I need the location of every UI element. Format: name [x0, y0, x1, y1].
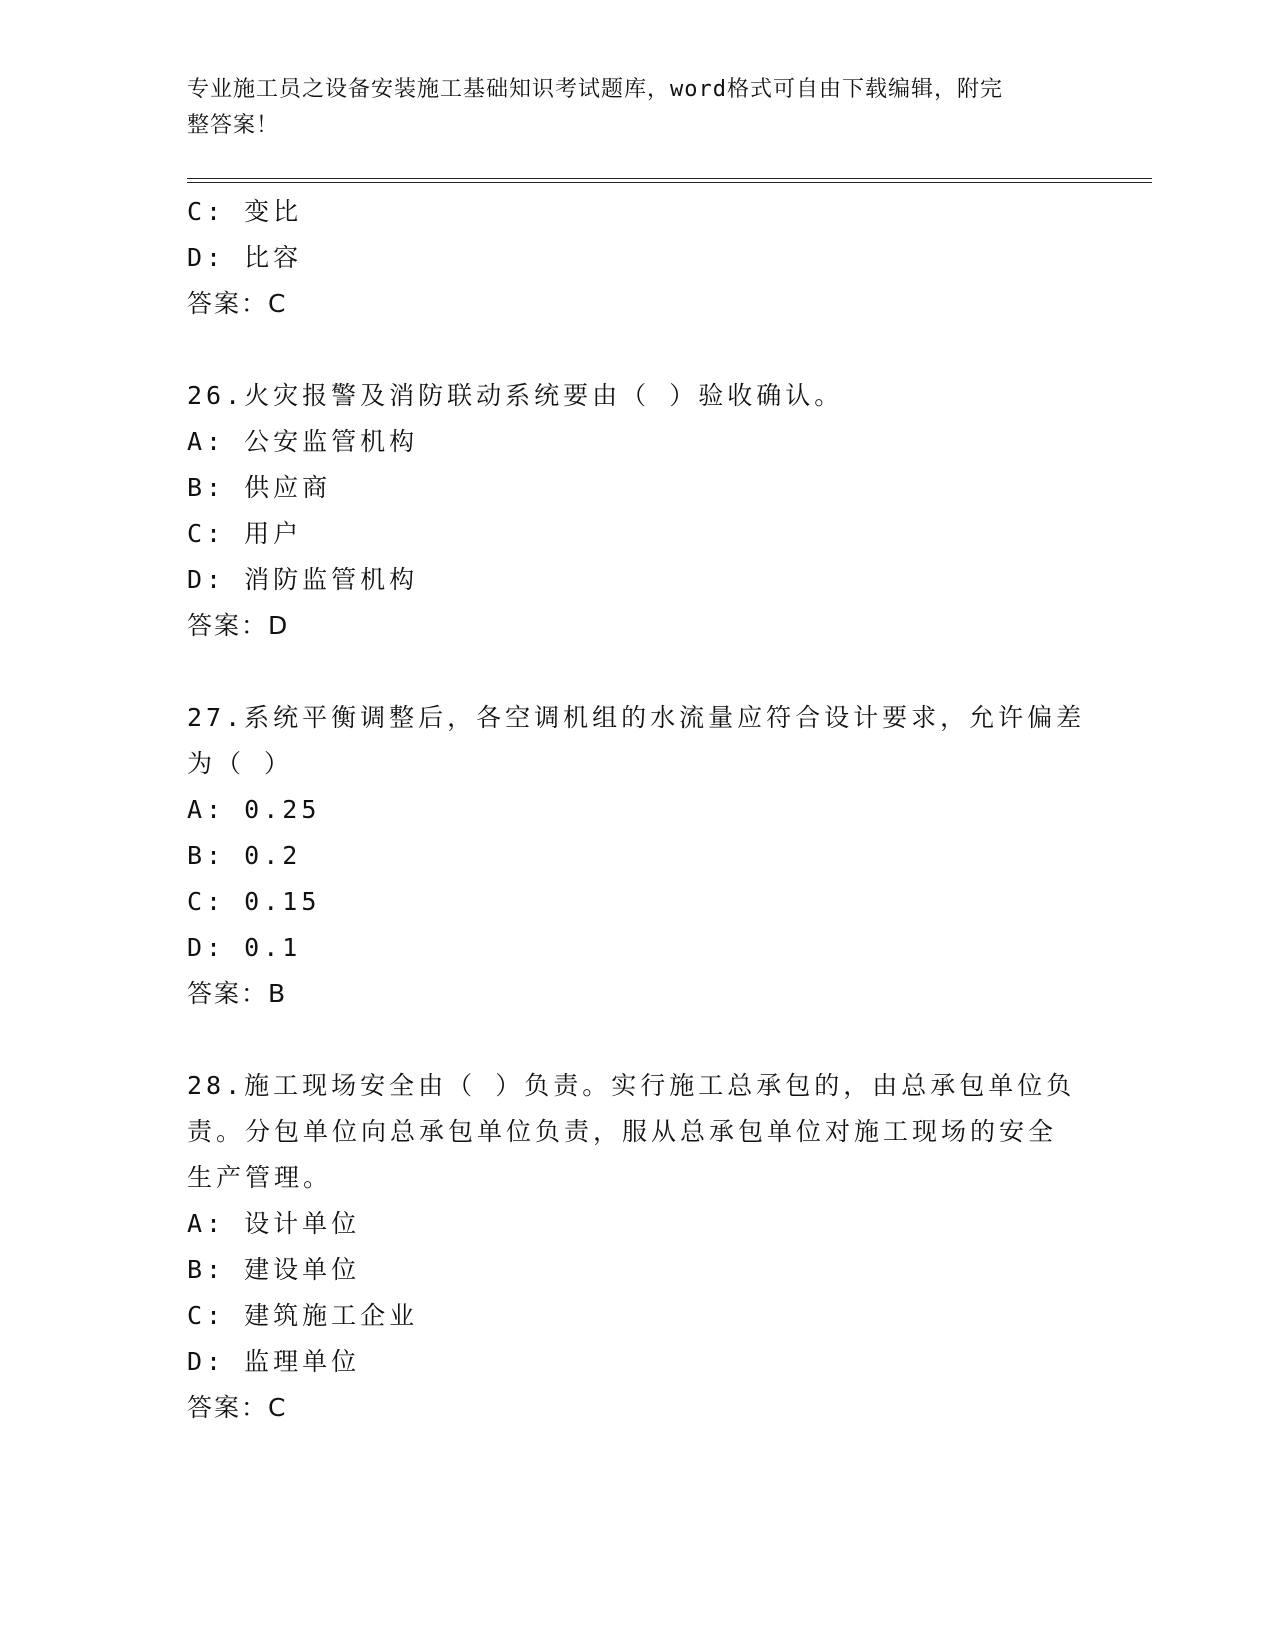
document-header: [187, 72, 1067, 144]
question-text-cont: 责。分包单位向总承包单位负责，服从总承包单位对施工现场的安全: [187, 1117, 1058, 1146]
option-b: B: 供应商: [187, 473, 332, 502]
question-28: [187, 1063, 1087, 1431]
question-27: [187, 695, 1087, 1017]
question-text-cont: 生产管理。: [187, 1163, 333, 1192]
question-text: 28.施工现场安全由（ ）负责。实行施工总承包的，由总承包单位负: [187, 1071, 1076, 1100]
answer-line: 答案：B: [187, 979, 288, 1008]
option-b: B: 建设单位: [187, 1255, 361, 1284]
option-b: B: 0.2: [187, 841, 302, 870]
header-divider-bottom: [187, 182, 1152, 183]
option-d: D: 消防监管机构: [187, 565, 419, 594]
question-text: 27.系统平衡调整后，各空调机组的水流量应符合设计要求，允许偏差: [187, 703, 1086, 732]
question-list: [187, 189, 1087, 1431]
header-line-1: 专业施工员之设备安装施工基础知识考试题库，word格式可自由下载编辑，附完: [187, 77, 1003, 102]
option-a: A: 0.25: [187, 795, 321, 824]
option-a: A: 公安监管机构: [187, 427, 419, 456]
option-c: C: 变比: [187, 197, 303, 226]
option-d: D: 比容: [187, 243, 303, 272]
option-c: C: 0.15: [187, 887, 321, 916]
option-d: D: 0.1: [187, 933, 302, 962]
prev-question-block: [187, 189, 1087, 327]
header-divider-top: [187, 178, 1152, 179]
option-d: D: 监理单位: [187, 1347, 361, 1376]
option-a: A: 设计单位: [187, 1209, 361, 1238]
option-c: C: 用户: [187, 519, 303, 548]
answer-line: 答案：D: [187, 611, 290, 640]
option-c: C: 建筑施工企业: [187, 1301, 419, 1330]
header-line-2: 整答案！: [187, 113, 280, 138]
question-text: 26.火灾报警及消防联动系统要由（ ）验收确认。: [187, 381, 844, 410]
answer-line: 答案：C: [187, 289, 288, 318]
question-26: [187, 373, 1087, 649]
answer-line: 答案：C: [187, 1393, 288, 1422]
question-text-cont: 为（ ）: [187, 749, 294, 778]
